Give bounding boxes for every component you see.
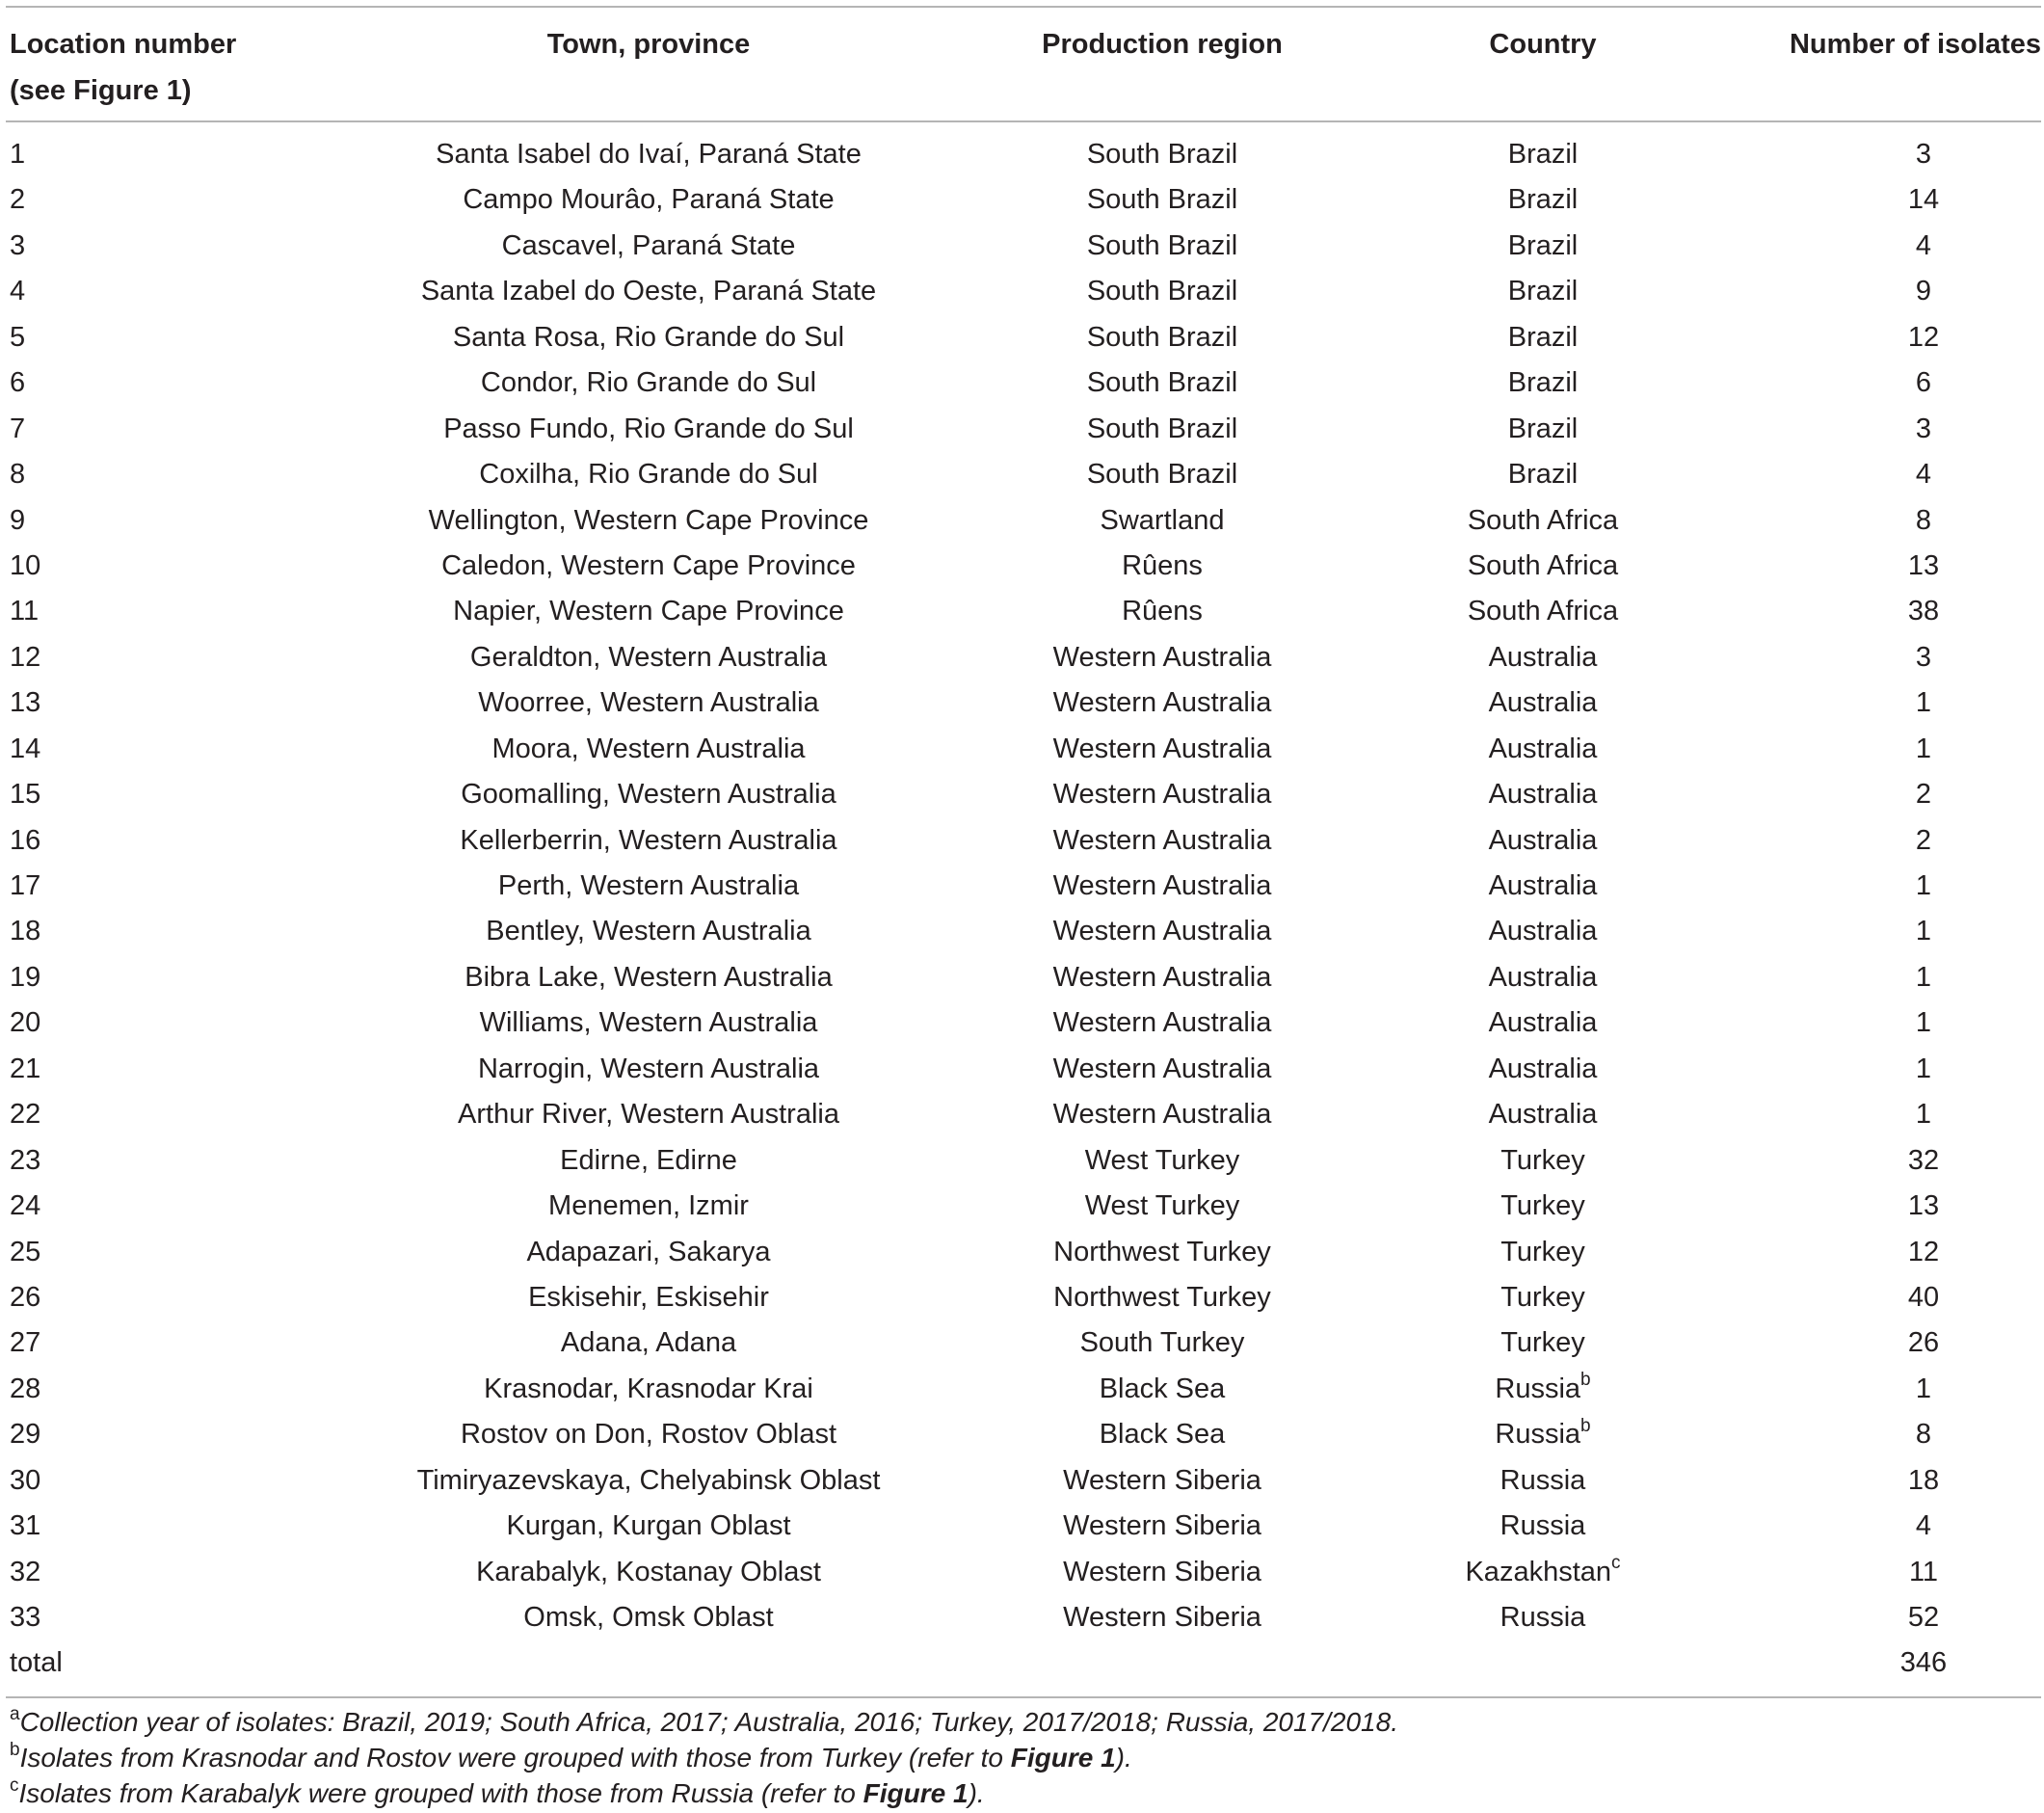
cell-production-region: Western Australia — [1052, 1007, 1272, 1039]
cell-number-of-isolates: 32 — [1907, 1144, 1940, 1176]
cell-production-region: South Brazil — [1086, 367, 1238, 399]
cell-country — [1384, 909, 1702, 954]
cell-country — [1384, 177, 1702, 223]
header-production-region: Production region — [1042, 29, 1283, 60]
country-name: Australia — [1488, 916, 1598, 947]
table-row — [6, 818, 2041, 864]
header-number-of-isolates: Number of isolates — [1789, 29, 2041, 60]
cell-country — [1384, 452, 1702, 497]
footnote-text: Isolates from Karabalyk were grouped with those from Russia (refer to — [18, 1778, 863, 1808]
cell-number-of-isolates: 1 — [1915, 1053, 1932, 1084]
cell-location-number: 26 — [10, 1281, 41, 1313]
cell-production-region: Western Australia — [1052, 916, 1272, 947]
cell-production-region: Black Sea — [1099, 1419, 1226, 1451]
cell-number-of-isolates: 2 — [1915, 779, 1932, 811]
country-name: Russia — [1500, 1510, 1586, 1542]
cell-country — [1384, 1184, 1702, 1229]
table-row — [6, 269, 2041, 314]
cell-location-number: 8 — [10, 459, 26, 491]
cell-town-province: Adapazari, Sakarya — [526, 1236, 771, 1267]
table-row — [6, 909, 2041, 954]
country-name: South Africa — [1467, 504, 1619, 536]
cell-country — [1384, 224, 1702, 269]
cell-number-of-isolates: 8 — [1915, 504, 1932, 536]
cell-town-province: Kurgan, Kurgan Oblast — [506, 1510, 791, 1542]
cell-town-province: Caledon, Western Cape Province — [441, 549, 856, 581]
cell-location-number: 7 — [10, 413, 26, 444]
country-name: Australia — [1488, 1007, 1598, 1039]
cell-location-number: 25 — [10, 1236, 41, 1267]
cell-production-region: Western Australia — [1052, 641, 1272, 673]
header-country: Country — [1489, 29, 1597, 60]
cell-country — [1384, 1275, 1702, 1320]
cell-location-number: 30 — [10, 1464, 41, 1496]
header-location-number — [10, 21, 236, 114]
footnote-text-end: ). — [1115, 1743, 1132, 1773]
cell-country — [1384, 132, 1702, 177]
country-name: Australia — [1488, 961, 1598, 993]
cell-location-number: 1 — [10, 139, 26, 170]
cell-town-province: Woorree, Western Australia — [478, 687, 819, 719]
cell-town-province: Napier, Western Cape Province — [453, 596, 844, 627]
cell-location-number: 6 — [10, 367, 26, 399]
cell-country — [1384, 864, 1702, 909]
cell-location-number: 23 — [10, 1144, 41, 1176]
country-name: Australia — [1488, 779, 1598, 811]
cell-town-province: Rostov on Don, Rostov Oblast — [460, 1419, 837, 1451]
table-row — [6, 1230, 2041, 1275]
cell-location-number: 10 — [10, 549, 41, 581]
cell-number-of-isolates: 1 — [1915, 961, 1932, 993]
table-row — [6, 680, 2041, 726]
cell-location-number: 3 — [10, 229, 26, 261]
country-name: Brazil — [1507, 321, 1579, 353]
cell-location-number: 15 — [10, 779, 41, 811]
cell-country — [1384, 727, 1702, 772]
table-row — [6, 315, 2041, 360]
cell-production-region: West Turkey — [1084, 1144, 1240, 1176]
cell-production-region: Western Siberia — [1063, 1556, 1261, 1587]
footnote-text: Collection year of isolates: Brazil, 2019; South Africa, 2017; Australia, 2016; Turkey, 2017/2018; Russia, 2017/2018. — [19, 1707, 1398, 1737]
cell-town-province: Cascavel, Paraná State — [501, 229, 796, 261]
cell-town-province: Williams, Western Australia — [479, 1007, 818, 1039]
cell-production-region: Rûens — [1122, 596, 1203, 627]
country-name: Brazil — [1507, 229, 1579, 261]
cell-number-of-isolates: 4 — [1915, 1510, 1932, 1542]
cell-country — [1384, 1047, 1702, 1092]
cell-number-of-isolates: 1 — [1915, 916, 1932, 947]
table-row — [6, 1000, 2041, 1046]
total-label: total — [10, 1647, 63, 1679]
table-row — [6, 1047, 2041, 1092]
cell-number-of-isolates: 1 — [1915, 687, 1932, 719]
table-row — [6, 772, 2041, 817]
country-name: Brazil — [1507, 459, 1579, 491]
table-row — [6, 589, 2041, 634]
table-row — [6, 635, 2041, 680]
cell-location-number: 31 — [10, 1510, 41, 1542]
table-row — [6, 727, 2041, 772]
footnote-marker: b — [1580, 1415, 1591, 1436]
footnote-mark: b — [10, 1739, 20, 1760]
cell-location-number: 21 — [10, 1053, 41, 1084]
cell-town-province: Karabalyk, Kostanay Oblast — [476, 1556, 821, 1587]
cell-town-province: Perth, Western Australia — [497, 870, 800, 901]
cell-production-region: South Brazil — [1086, 229, 1238, 261]
table-row — [6, 1092, 2041, 1137]
cell-town-province: Passo Fundo, Rio Grande do Sul — [443, 413, 854, 444]
cell-production-region: South Brazil — [1086, 184, 1238, 216]
table-row — [6, 1138, 2041, 1184]
cell-location-number: 14 — [10, 733, 41, 764]
country-name: Brazil — [1507, 139, 1579, 170]
total-isolates: 346 — [1899, 1647, 1948, 1679]
cell-town-province: Arthur River, Western Australia — [458, 1099, 839, 1131]
cell-production-region: Swartland — [1100, 504, 1225, 536]
country-name: South Africa — [1467, 596, 1619, 627]
cell-town-province: Campo Mourâo, Paraná State — [463, 184, 835, 216]
country-name: Turkey — [1500, 1281, 1585, 1313]
cell-town-province: Narrogin, Western Australia — [477, 1053, 820, 1084]
cell-country — [1384, 1320, 1702, 1366]
country-name: South Africa — [1467, 549, 1619, 581]
cell-number-of-isolates: 8 — [1915, 1419, 1932, 1451]
cell-country — [1384, 1595, 1702, 1640]
country-name: Turkey — [1500, 1236, 1585, 1267]
cell-location-number: 24 — [10, 1190, 41, 1222]
footnote — [10, 1740, 1398, 1775]
cell-production-region: Western Australia — [1052, 1053, 1272, 1084]
country-name: Turkey — [1500, 1144, 1585, 1176]
cell-town-province: Goomalling, Western Australia — [461, 779, 836, 811]
cell-location-number: 9 — [10, 504, 26, 536]
cell-location-number: 27 — [10, 1327, 41, 1359]
cell-number-of-isolates: 52 — [1907, 1602, 1940, 1633]
cell-number-of-isolates: 18 — [1907, 1464, 1940, 1496]
cell-location-number: 22 — [10, 1099, 41, 1131]
cell-location-number: 29 — [10, 1419, 41, 1451]
cell-number-of-isolates: 1 — [1915, 1007, 1932, 1039]
cell-production-region: South Brazil — [1086, 276, 1238, 307]
cell-country — [1384, 498, 1702, 544]
cell-town-province: Wellington, Western Cape Province — [428, 504, 869, 536]
table-row — [6, 1550, 2041, 1595]
country-name: Kazakhstan — [1465, 1556, 1612, 1587]
footnotes — [10, 1704, 1398, 1811]
footnote-text-end: ). — [968, 1778, 985, 1808]
table-row — [6, 864, 2041, 909]
cell-town-province: Bentley, Western Australia — [486, 916, 811, 947]
cell-country — [1384, 315, 1702, 360]
cell-location-number: 17 — [10, 870, 41, 901]
table-row — [6, 1595, 2041, 1640]
table-row — [6, 1504, 2041, 1549]
cell-number-of-isolates: 1 — [1915, 1373, 1932, 1404]
country-name: Australia — [1488, 641, 1598, 673]
cell-number-of-isolates: 3 — [1915, 641, 1932, 673]
header-bottom-rule — [6, 120, 2041, 122]
footnote — [10, 1704, 1398, 1740]
header-location-line1: Location number — [10, 29, 237, 60]
cell-town-province: Adana, Adana — [560, 1327, 737, 1359]
cell-number-of-isolates: 11 — [1908, 1556, 1939, 1587]
cell-town-province: Kellerberrin, Western Australia — [460, 824, 837, 856]
cell-production-region: South Brazil — [1086, 321, 1238, 353]
footnote-marker: c — [1611, 1552, 1621, 1573]
cell-production-region: Western Australia — [1052, 824, 1272, 856]
cell-production-region: South Brazil — [1086, 413, 1238, 444]
cell-country — [1384, 1230, 1702, 1275]
table-body — [6, 132, 2041, 1687]
header-town-province: Town, province — [546, 29, 751, 60]
table-row — [6, 1184, 2041, 1229]
cell-location-number: 16 — [10, 824, 41, 856]
cell-number-of-isolates: 1 — [1915, 870, 1932, 901]
cell-country — [1384, 635, 1702, 680]
figure-reference: Figure 1 — [863, 1778, 969, 1808]
cell-town-province: Santa Isabel do Ivaí, Paraná State — [436, 139, 862, 170]
table-row — [6, 360, 2041, 406]
country-name: Brazil — [1507, 184, 1579, 216]
cell-country — [1384, 1092, 1702, 1137]
cell-number-of-isolates: 12 — [1907, 321, 1940, 353]
total-row — [6, 1640, 2041, 1686]
figure-reference: Figure 1 — [1010, 1743, 1116, 1773]
cell-location-number: 11 — [10, 596, 40, 627]
country-name: Russia — [1495, 1373, 1581, 1404]
country-name: Australia — [1488, 870, 1598, 901]
cell-number-of-isolates: 4 — [1915, 459, 1932, 491]
cell-production-region: Rûens — [1122, 549, 1203, 581]
country-name: Australia — [1488, 687, 1598, 719]
cell-number-of-isolates: 1 — [1915, 733, 1932, 764]
cell-number-of-isolates: 13 — [1907, 1190, 1940, 1222]
cell-production-region: South Turkey — [1079, 1327, 1245, 1359]
cell-number-of-isolates: 40 — [1907, 1281, 1940, 1313]
cell-location-number: 5 — [10, 321, 26, 353]
table-row — [6, 224, 2041, 269]
footnote-text: Isolates from Krasnodar and Rostov were grouped with those from Turkey (refer to — [19, 1743, 1011, 1773]
cell-country — [1384, 407, 1702, 452]
cell-town-province: Omsk, Omsk Oblast — [523, 1602, 774, 1633]
cell-location-number: 12 — [10, 641, 41, 673]
footnote-marker: b — [1580, 1370, 1591, 1391]
cell-location-number: 13 — [10, 687, 41, 719]
table-row — [6, 1367, 2041, 1412]
cell-location-number: 18 — [10, 916, 41, 947]
cell-number-of-isolates: 14 — [1907, 184, 1940, 216]
cell-location-number: 32 — [10, 1556, 41, 1587]
footnote-mark: c — [10, 1774, 19, 1796]
cell-number-of-isolates: 12 — [1907, 1236, 1940, 1267]
cell-production-region: South Brazil — [1086, 139, 1238, 170]
country-name: Australia — [1488, 1053, 1598, 1084]
cell-number-of-isolates: 6 — [1915, 367, 1932, 399]
country-name: Turkey — [1500, 1327, 1585, 1359]
cell-town-province: Geraldton, Western Australia — [469, 641, 828, 673]
country-name: Brazil — [1507, 413, 1579, 444]
cell-town-province: Eskisehir, Eskisehir — [528, 1281, 769, 1313]
cell-town-province: Coxilha, Rio Grande do Sul — [479, 459, 818, 491]
table-row — [6, 1412, 2041, 1457]
cell-number-of-isolates: 9 — [1915, 276, 1932, 307]
cell-country — [1384, 680, 1702, 726]
cell-production-region: West Turkey — [1084, 1190, 1240, 1222]
cell-country — [1384, 589, 1702, 634]
country-name: Australia — [1488, 733, 1598, 764]
cell-production-region: Western Australia — [1052, 870, 1272, 901]
cell-country — [1384, 1412, 1702, 1457]
table-row — [6, 177, 2041, 223]
cell-production-region: Northwest Turkey — [1053, 1236, 1271, 1267]
country-name: Russia — [1500, 1464, 1586, 1496]
cell-town-province: Santa Izabel do Oeste, Paraná State — [420, 276, 877, 307]
cell-town-province: Edirne, Edirne — [560, 1144, 737, 1176]
country-name: Russia — [1495, 1419, 1581, 1451]
country-name: Brazil — [1507, 367, 1579, 399]
cell-location-number: 28 — [10, 1373, 41, 1404]
cell-town-province: Bibra Lake, Western Australia — [465, 961, 833, 993]
cell-country — [1384, 360, 1702, 406]
cell-number-of-isolates: 1 — [1915, 1099, 1932, 1131]
cell-number-of-isolates: 38 — [1907, 596, 1940, 627]
cell-town-province: Santa Rosa, Rio Grande do Sul — [452, 321, 845, 353]
table-row — [6, 407, 2041, 452]
cell-production-region: Western Australia — [1052, 961, 1272, 993]
cell-location-number: 20 — [10, 1007, 41, 1039]
cell-production-region: Western Australia — [1052, 687, 1272, 719]
cell-town-province: Condor, Rio Grande do Sul — [480, 367, 817, 399]
cell-country — [1384, 1504, 1702, 1549]
cell-town-province: Menemen, Izmir — [548, 1190, 749, 1222]
table-row — [6, 1275, 2041, 1320]
cell-town-province: Moora, Western Australia — [491, 733, 806, 764]
cell-number-of-isolates: 3 — [1915, 413, 1932, 444]
cell-production-region: Western Australia — [1052, 779, 1272, 811]
cell-production-region: Western Siberia — [1063, 1464, 1261, 1496]
cell-country — [1384, 1138, 1702, 1184]
cell-country — [1384, 1458, 1702, 1504]
table-bottom-rule — [6, 1696, 2041, 1698]
cell-location-number: 33 — [10, 1602, 41, 1633]
table-row — [6, 452, 2041, 497]
cell-production-region: Western Australia — [1052, 1099, 1272, 1131]
table-row — [6, 132, 2041, 177]
cell-country — [1384, 772, 1702, 817]
table-row — [6, 955, 2041, 1000]
cell-town-province: Timiryazevskaya, Chelyabinsk Oblast — [416, 1464, 881, 1496]
cell-location-number: 19 — [10, 961, 41, 993]
cell-country — [1384, 1550, 1702, 1595]
cell-production-region: Western Siberia — [1063, 1510, 1261, 1542]
header-location-line2: (see Figure 1) — [10, 75, 192, 106]
cell-location-number: 2 — [10, 184, 26, 216]
cell-production-region: Western Australia — [1052, 733, 1272, 764]
footnote-mark: a — [10, 1703, 20, 1724]
cell-production-region: Western Siberia — [1063, 1602, 1261, 1633]
cell-town-province: Krasnodar, Krasnodar Krai — [484, 1373, 813, 1404]
cell-number-of-isolates: 2 — [1915, 824, 1932, 856]
table-top-rule — [6, 6, 2041, 8]
cell-production-region: South Brazil — [1086, 459, 1238, 491]
cell-production-region: Black Sea — [1099, 1373, 1226, 1404]
cell-location-number: 4 — [10, 276, 26, 307]
cell-country — [1384, 269, 1702, 314]
table-row — [6, 544, 2041, 589]
cell-country — [1384, 955, 1702, 1000]
cell-country — [1384, 1367, 1702, 1412]
cell-country — [1384, 1000, 1702, 1046]
cell-number-of-isolates: 13 — [1907, 549, 1940, 581]
cell-country — [1384, 818, 1702, 864]
country-name: Russia — [1500, 1602, 1586, 1633]
country-name: Australia — [1488, 824, 1598, 856]
country-name: Australia — [1488, 1099, 1598, 1131]
cell-number-of-isolates: 26 — [1907, 1327, 1940, 1359]
cell-number-of-isolates: 3 — [1915, 139, 1932, 170]
country-name: Brazil — [1507, 276, 1579, 307]
cell-production-region: Northwest Turkey — [1053, 1281, 1271, 1313]
table-row — [6, 1320, 2041, 1366]
country-name: Turkey — [1500, 1190, 1585, 1222]
cell-country — [1384, 544, 1702, 589]
cell-number-of-isolates: 4 — [1915, 229, 1932, 261]
table-row — [6, 1458, 2041, 1504]
table-row — [6, 498, 2041, 544]
footnote — [10, 1775, 1398, 1811]
